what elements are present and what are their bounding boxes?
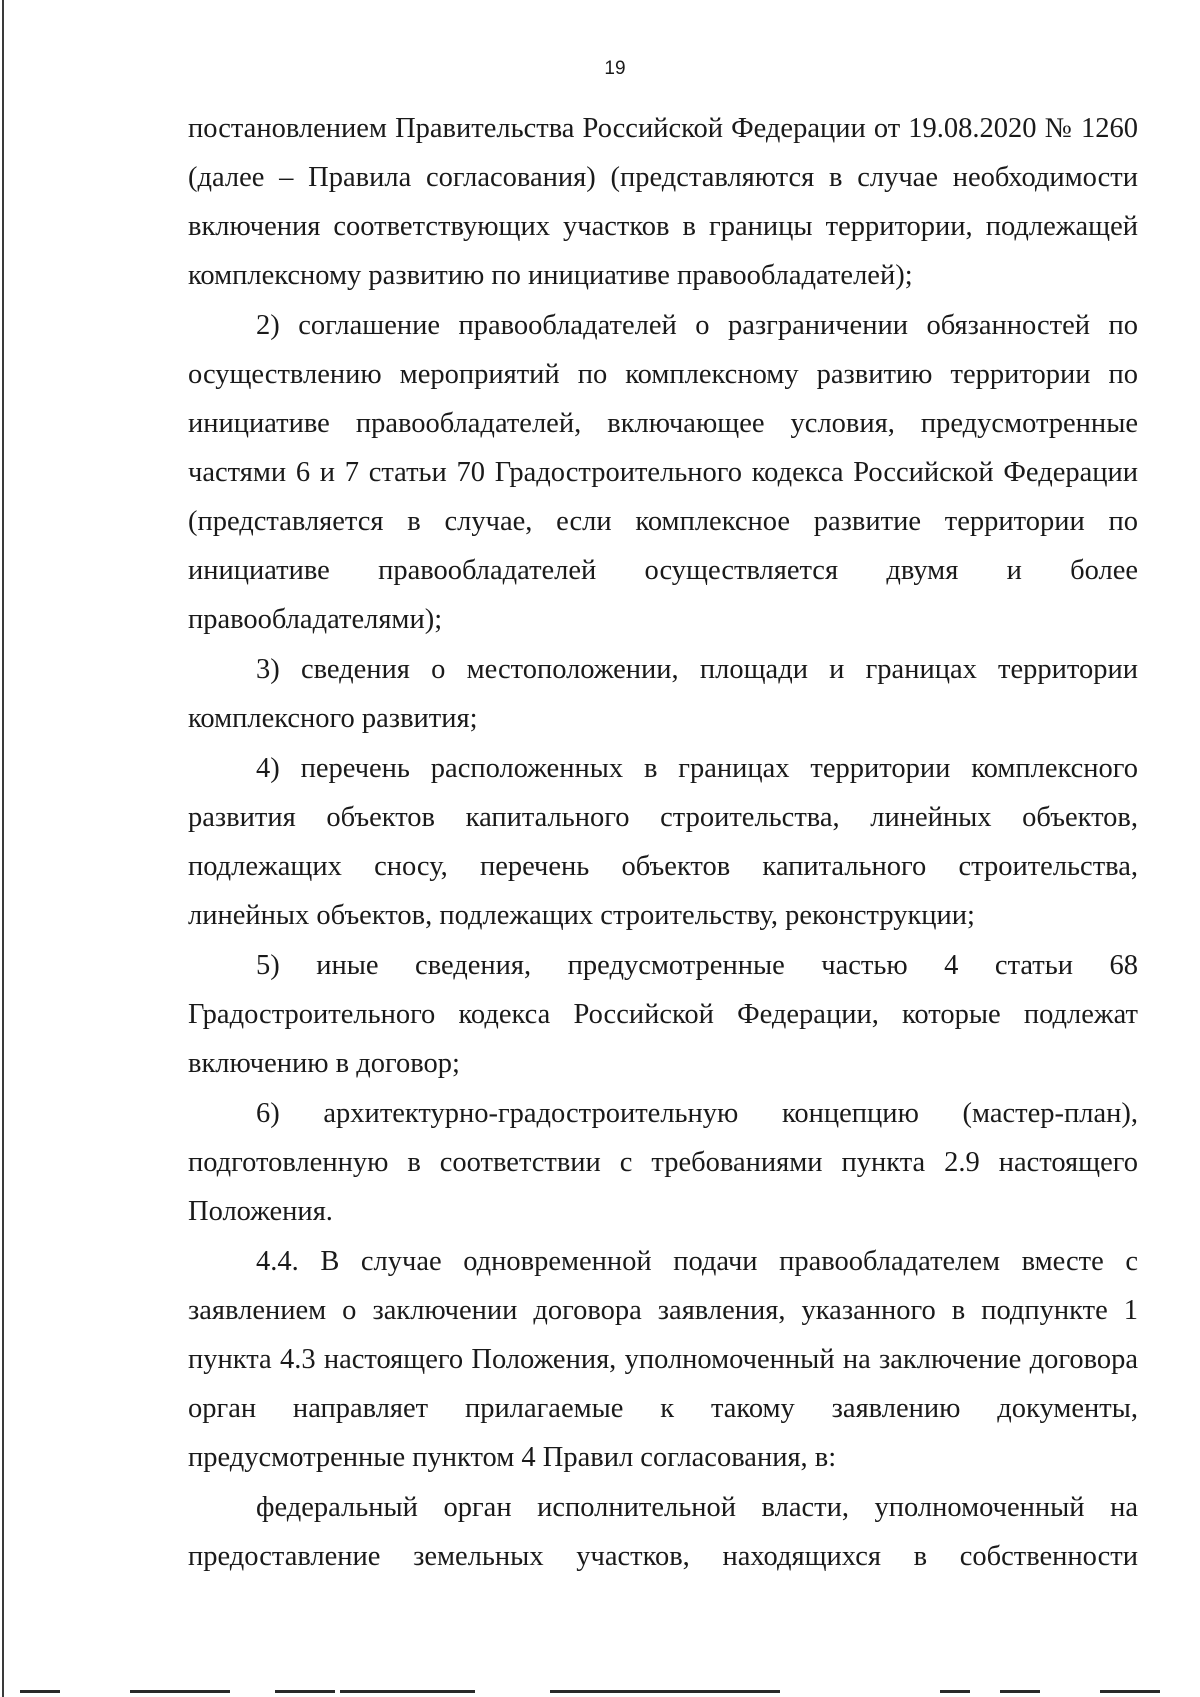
paragraph-intro: постановлением Правительства Российской Федерации от 19.08.2020 № 1260 (далее – Правила согласования) (представляются в случае необходимости включения соответствующих участков в границы территории, подлежащей комплексному развитию по инициативе правообладателей); [188,113,1138,291]
scan-dash [940,1690,970,1693]
scan-bottom-dashes [0,1690,1200,1693]
paragraph-item-5: 5) иные сведения, предусмотренные частью 4 статьи 68 Градостроительного кодекса Российской Федерации, которые подлежат включению в договор; [188,950,1138,1079]
scan-dash [130,1690,230,1693]
scan-dash [1000,1690,1040,1693]
scan-dash [20,1690,60,1693]
document-body [188,104,1138,1581]
scan-dash [340,1690,475,1693]
scan-edge-line [2,0,4,1697]
page-number: 19 [604,58,626,79]
paragraph-item-2: 2) соглашение правообладателей о разграничении обязанностей по осуществлению мероприятий по комплексному развитию территории по инициативе правообладателей, включающее условия, предусмотренные частями 6 и 7 статьи 70 Градостроительного кодекса Российской Федерации (представляется в случае, если комплексное развитие территории по инициативе правообладателей осуществляется двумя и более правообладателями); [188,310,1138,635]
scan-dash [550,1690,780,1693]
paragraph-federal-organ: федеральный орган исполнительной власти, уполномоченный на предоставление земельных участков, находящихся в собственности [188,1492,1138,1572]
paragraph-clause-4-4: 4.4. В случае одновременной подачи правообладателем вместе с заявлением о заключении договора заявления, указанного в подпункте 1 пункта 4.3 настоящего Положения, уполномоченный на заключение договора орган направляет прилагаемые к такому заявлению документы, предусмотренные пунктом 4 Правил согласования, в: [188,1246,1138,1473]
paragraph-item-6: 6) архитектурно-градостроительную концепцию (мастер-план), подготовленную в соответствии с требованиями пункта 2.9 настоящего Положения. [188,1098,1138,1227]
paragraph-item-4: 4) перечень расположенных в границах территории комплексного развития объектов капитального строительства, линейных объектов, подлежащих сносу, перечень объектов капитального строительства, линейных объектов, подлежащих строительству, реконструкции; [188,753,1138,931]
scan-dash [275,1690,335,1693]
scan-dash [1100,1690,1160,1693]
paragraph-item-3: 3) сведения о местоположении, площади и границах территории комплексного развития; [188,654,1138,734]
